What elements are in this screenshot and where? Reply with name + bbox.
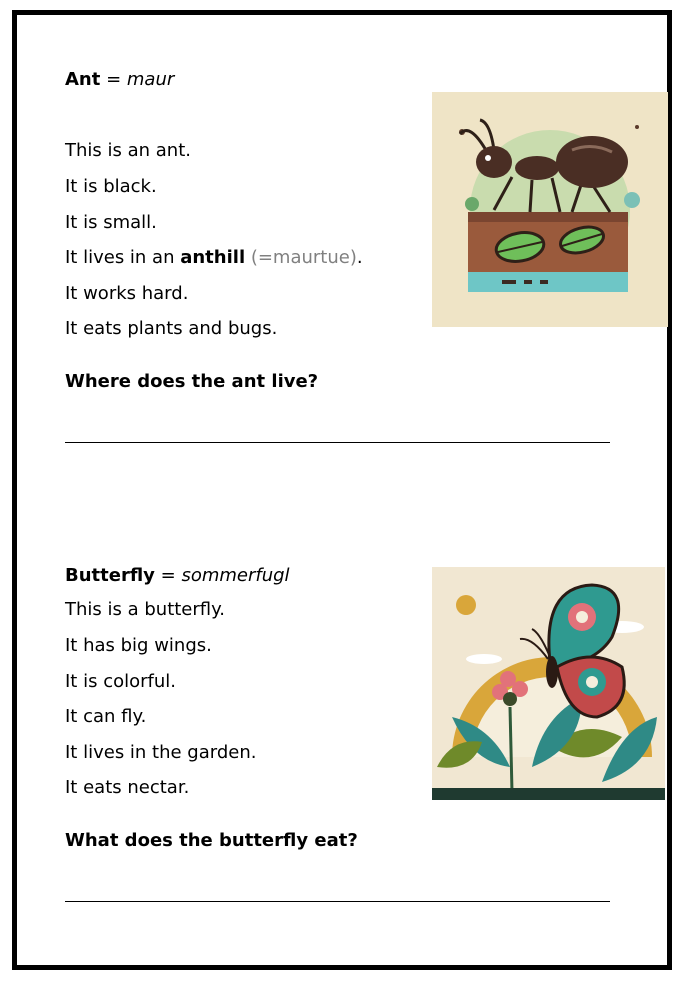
butterfly-sentence-2: It has big wings. [65, 635, 212, 656]
ant-question: Where does the ant live? [65, 371, 319, 392]
butterfly-illustration-icon [432, 567, 665, 800]
ant-heading: Ant = maur [65, 69, 175, 90]
ant-sentence-1: This is an ant. [65, 140, 191, 161]
butterfly-sentence-6: It eats nectar. [65, 777, 190, 798]
butterfly-question: What does the butterfly eat? [65, 830, 358, 851]
ant-answer-line[interactable] [65, 442, 610, 443]
ant-sentence-habitat: It lives in an anthill (=maurtue). [65, 247, 363, 268]
butterfly-answer-line[interactable] [65, 901, 610, 902]
anthill-word: anthill [180, 247, 246, 268]
butterfly-sentence-3: It is colorful. [65, 671, 176, 692]
butterfly-sentence-1: This is a butterfly. [65, 599, 225, 620]
ant-illustration-icon [432, 92, 668, 327]
butterfly-heading: Butterfly = sommerfugl [65, 565, 290, 586]
ant-sentence-4: It works hard. [65, 283, 189, 304]
ant-sentence-5: It eats plants and bugs. [65, 318, 278, 339]
ant-sentence-2: It is black. [65, 176, 157, 197]
anthill-gloss: (=maurtue) [245, 247, 357, 268]
butterfly-sentence-5: It lives in the garden. [65, 742, 257, 763]
butterfly-sentence-4: It can fly. [65, 706, 147, 727]
ant-sentence-3: It is small. [65, 212, 157, 233]
